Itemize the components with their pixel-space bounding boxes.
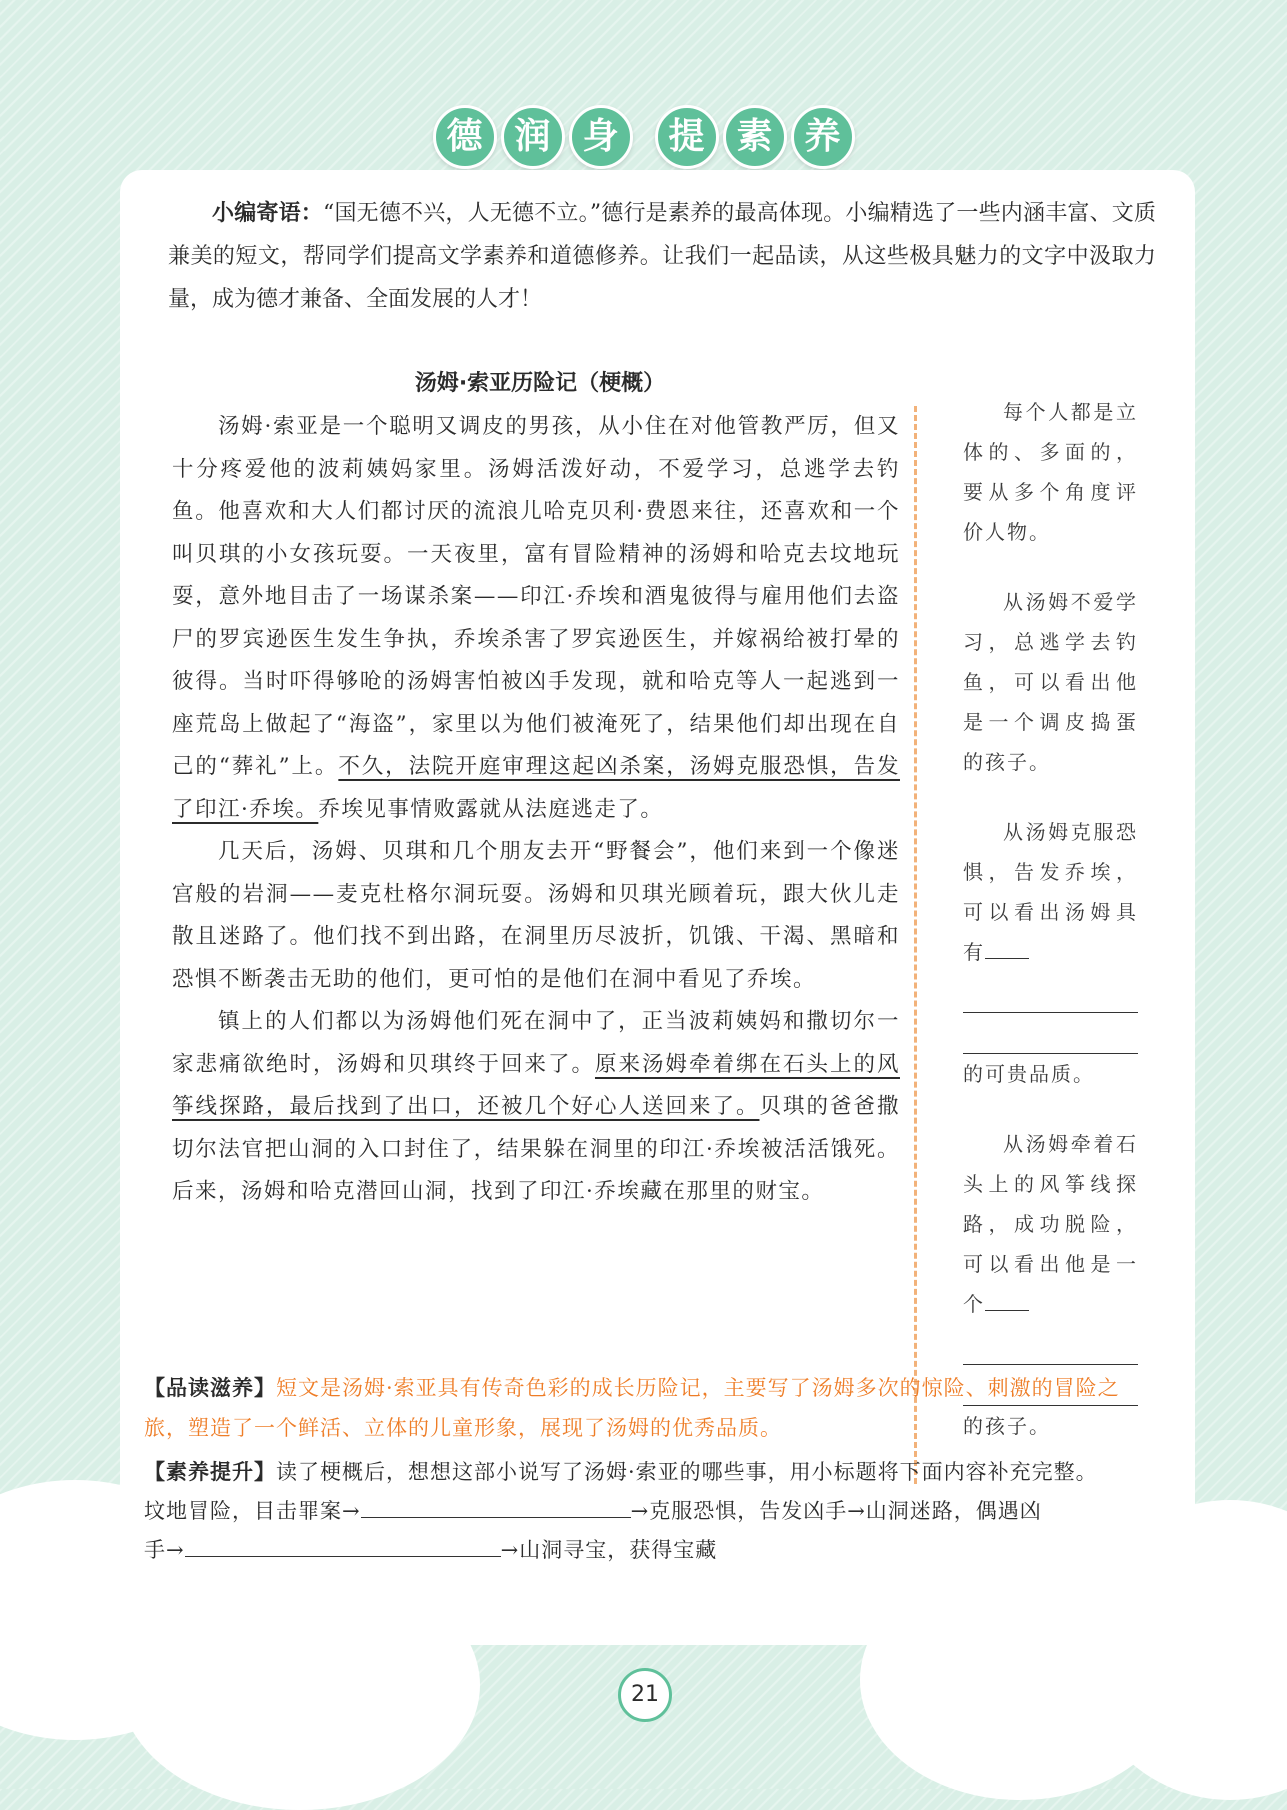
exercise xyxy=(144,1454,1156,1569)
answer-blank[interactable] xyxy=(985,1286,1029,1311)
title-char: 德 xyxy=(433,105,497,169)
title-char: 素 xyxy=(723,105,787,169)
exercise-text: 坟地冒险，目击罪案→ xyxy=(144,1499,361,1523)
side-note-3-end: 的可贵品质。 xyxy=(963,1062,1095,1086)
side-note-3 xyxy=(963,812,1138,972)
answer-blank-2[interactable] xyxy=(185,1530,501,1557)
reading-comment xyxy=(144,1368,1156,1448)
exercise-line-1 xyxy=(144,1491,1156,1530)
side-note-4-end: 的孩子。 xyxy=(963,1414,1051,1438)
answer-line[interactable] xyxy=(963,972,1138,1013)
side-note-text: 从汤姆克服恐惧，告发乔埃，可以看出汤姆具有 xyxy=(963,820,1138,964)
content-card xyxy=(120,170,1195,1645)
story-paragraph-2: 几天后，汤姆、贝琪和几个朋友去开“野餐会”，他们来到一个像迷宫般的岩洞——麦克杜格尔洞玩耍。汤姆和贝琪光顾着玩，跟大伙儿走散且迷路了。他们找不到出路，在洞里历尽波折，饥饿、干渴、黑暗和恐惧不断袭击无助的他们，更可怕的是他们在洞中看见了乔埃。 xyxy=(172,839,900,992)
exercise-text: 手→ xyxy=(144,1538,185,1562)
side-notes xyxy=(963,392,1138,1446)
editor-note-label: 小编寄语： xyxy=(212,201,323,226)
story-paragraph-1 xyxy=(172,406,900,831)
underlined-sentence: 原来汤姆牵着绑在石头上的风筝线探路，最后找到了出口，还被几个好心人送回来了。 xyxy=(172,1051,900,1119)
section-title xyxy=(0,102,1287,172)
story-paragraph-3 xyxy=(172,1001,900,1214)
dashed-divider xyxy=(914,406,917,1484)
title-char: 养 xyxy=(791,105,855,169)
exercise-prompt xyxy=(144,1454,1156,1491)
reading-label: 【品读滋养】 xyxy=(144,1376,276,1400)
exercise-text: →克服恐惧，告发凶手→山洞迷路，偶遇凶 xyxy=(630,1499,1042,1523)
story-body xyxy=(172,406,900,1214)
editor-note xyxy=(168,192,1156,321)
side-note-4 xyxy=(963,1124,1138,1324)
title-group-virtue xyxy=(433,105,633,169)
answer-blank-1[interactable] xyxy=(361,1491,631,1518)
side-note-2: 从汤姆不爱学习，总逃学去钓鱼，可以看出他是一个调皮捣蛋的孩子。 xyxy=(963,590,1138,774)
answer-line[interactable] xyxy=(963,1013,1138,1054)
story-text: 镇上的人们都以为汤姆他们死在洞中了，正当波莉姨妈和撒切尔一家悲痛欲绝时，汤姆和贝琪终于回来了。 xyxy=(172,1009,900,1077)
title-group-literacy xyxy=(655,105,855,169)
exercise-line-2 xyxy=(144,1530,1156,1569)
side-note-text: 从汤姆牵着石头上的风筝线探路，成功脱险，可以看出他是一个 xyxy=(963,1132,1138,1316)
title-char: 身 xyxy=(569,105,633,169)
side-note-1: 每个人都是立体的、多面的，要从多个角度评价人物。 xyxy=(963,400,1138,544)
reading-text: 短文是汤姆·索亚具有传奇色彩的成长历险记，主要写了汤姆多次的惊险、刺激的冒险之旅，塑造了一个鲜活、立体的儿童形象，展现了汤姆的优秀品质。 xyxy=(144,1376,1120,1440)
story-title: 汤姆·索亚历险记（梗概） xyxy=(414,371,666,396)
story-text: 乔埃见事情败露就从法庭逃走了。 xyxy=(318,796,664,822)
exercise-label: 【素养提升】 xyxy=(144,1460,276,1484)
title-char: 润 xyxy=(501,105,565,169)
story-text: 汤姆·索亚是一个聪明又调皮的男孩，从小住在对他管教严厉，但又十分疼爱他的波莉姨妈家里。汤姆活泼好动，不爱学习，总逃学去钓鱼。他喜欢和大人们都讨厌的流浪儿哈克贝利·费恩来往，还喜欢和一个叫贝琪的小女孩玩耍。一天夜里，富有冒险精神的汤姆和哈克去坟地玩耍，意外地目击了一场谋杀案——印江·乔埃和酒鬼彼得与雇用他们去盗尸的罗宾逊医生发生争执，乔埃杀害了罗宾逊医生，并嫁祸给被打晕的彼得。当时吓得够呛的汤姆害怕被凶手发现，就和哈克等人一起逃到一座荒岛上做起了“海盗”，家里以为他们被淹死了，结果他们却出现在自己的“葬礼”上。 xyxy=(172,414,900,779)
exercise-text: →山洞寻宝，获得宝藏 xyxy=(500,1538,718,1562)
answer-line[interactable] xyxy=(963,1324,1138,1365)
story-text: 贝琪的爸爸撒切尔法官把山洞的入口封住了，结果躲在洞里的印江·乔埃被活活饿死。后来，汤姆和哈克潜回山洞，找到了印江·乔埃藏在那里的财宝。 xyxy=(172,1094,900,1204)
underlined-sentence: 不久，法院开庭审理这起凶杀案，汤姆克服恐惧，告发了印江·乔埃。 xyxy=(172,754,900,822)
editor-note-text: “国无德不兴，人无德不立。”德行是素养的最高体现。小编精选了一些内涵丰富、文质兼美的短文，帮同学们提高文学素养和道德修养。让我们一起品读，从这些极具魅力的文字中汲取力量，成为德才兼备、全面发展的人才！ xyxy=(168,201,1156,312)
page-number: 21 xyxy=(618,1668,672,1722)
answer-blank[interactable] xyxy=(985,934,1029,959)
exercise-text: 读了梗概后，想想这部小说写了汤姆·索亚的哪些事，用小标题将下面内容补充完整。 xyxy=(276,1460,1098,1484)
title-char: 提 xyxy=(655,105,719,169)
